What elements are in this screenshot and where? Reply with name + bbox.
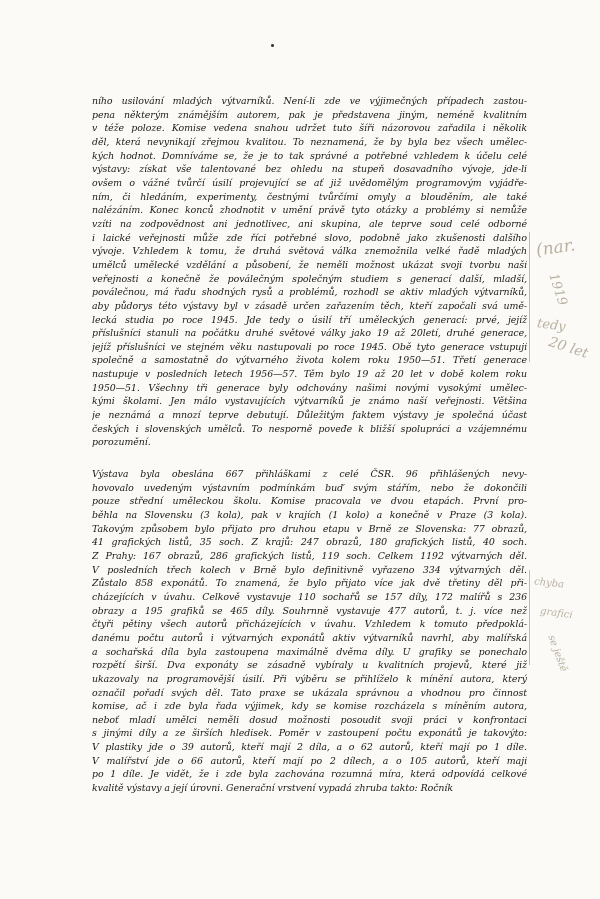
text-line: Z Prahy: 167 obrazů, 286 grafických listů, 119 soch. Celkem 1192 výtvarných děl. <box>92 550 527 562</box>
text-line: pena některým známějším autorem, pak je představena jiným, neméně kvalitním <box>92 109 527 121</box>
text-line: děl, která nevynikají zřejmou kvalitou. To neznamená, že by byla bez všech umělec- <box>92 136 527 148</box>
text-line: i laické veřejnosti může zde říci potřebné slovo, podobně jako zkušenosti dalšího <box>92 232 527 244</box>
text-line: nastupuje v posledních letech 1956—57. Těm bylo 19 až 20 let v době kolem roku <box>92 369 527 381</box>
text-line: 1950—51. Všechny tři generace byly odchovány našimi novými vysokými umělec- <box>92 382 527 394</box>
text-line: s jinými díly a ze širších hledisek. Poměr v zastoupení počtu exponátů je takovýto: <box>92 728 527 740</box>
text-line: Výstava byla obeslána 667 přihláškami z celé ČSR. 96 přihlášených nevy- <box>92 469 527 480</box>
margin-note: 20 let <box>546 334 591 362</box>
text-line: ovšem o vážné tvůrčí úsilí projevující se ať již uvědomělým programovým vyjádře- <box>92 177 527 189</box>
margin-bracket <box>529 232 530 362</box>
margin-note: chyba <box>533 576 565 591</box>
text-line: neboť mladí umělci neměli dosud možnosti posoudit svoji práci v konfrontaci <box>92 714 527 726</box>
text-line: kých hodnot. Domníváme se, že je to tak správné a potřebné vzhledem k účelu celé <box>92 150 527 162</box>
text-line: V posledních třech kolech v Brně bylo definitivně vyřazeno 334 výtvarných děl. <box>92 564 527 576</box>
text-line: veřejnosti a konečně že poválečným společným studiem s generací další, mladší, <box>92 273 527 285</box>
text-line: a sochařská díla byla zastoupena maximálně dvěma díly. U grafiky se ponechalo <box>92 646 527 658</box>
text-line: Takovým způsobem bylo přijato pro druhou etapu v Brně ze Slovenska: 77 obrazů, <box>92 523 527 535</box>
text-line: ního usilování mladých výtvarníků. Není-li zde ve výjimečných případech zastou- <box>92 96 527 107</box>
text-line: vývoje. Vzhledem k tomu, že druhá světová válka znemožnila velké řadě mladých <box>92 246 527 258</box>
text-line: pouze střední uměleckou školu. Komise pracovala ve dvou etapách. První pro- <box>92 496 527 508</box>
text-line: kvalitě výstavy a její úrovni. Generační vrstvení vypadá zhruba takto: Ročník <box>92 783 453 795</box>
paragraph-2 <box>92 468 527 796</box>
text-line: V malířství jde o 66 autorů, kteří mají po 2 dílech, a o 105 autorů, kteří mají <box>92 755 527 767</box>
text-line: porozumění. <box>92 437 151 449</box>
text-line: vzíti na zodpovědnost ani jednotlivec, ani skupina, ale teprve soud celé odborné <box>92 218 527 230</box>
text-line: českých i slovenských umělců. To nesporně poveđe k bližší spolupráci a vzájemnému <box>92 423 527 435</box>
text-line: ukazovaly na programovější úsilí. Při výběru se přihlíželo k mínění autora, který <box>92 673 527 685</box>
text-line: označil pořadí svých děl. Tato praxe se ukázala správnou a vhodnou pro činnost <box>92 687 527 699</box>
text-line: Zůstalo 858 exponátů. To znamená, že bylo přijato více jak dvě třetiny děl při- <box>92 578 527 590</box>
margin-note: tedy <box>536 316 567 335</box>
text-line: 41 grafických listů, 35 soch. Z krajů: 247 obrazů, 180 grafických listů, 40 soch. <box>92 537 527 549</box>
text-line: poválečnou, má řadu shodných rysů a problémů, rozhodl se aktiv mladých výtvarníků, <box>92 287 527 299</box>
paragraph-1 <box>92 95 527 450</box>
text-line: výstavy: získat vše talentované bez ohledu na stupeň dosavadního vývoje, jde-li <box>92 164 527 176</box>
text-line: lecká studia po roce 1945. Jde tedy o úsilí tří uměleckých generací: prvé, jejíž <box>92 314 527 326</box>
margin-note: (nar. <box>534 235 577 261</box>
margin-note: 1919 <box>545 271 570 308</box>
text-line: obrazy a 195 grafiků se 465 díly. Souhrnně vystavuje 477 autorů, t. j. více než <box>92 605 527 617</box>
margin-bracket <box>529 570 530 665</box>
text-line: příslušníci stanuli na počátku druhé světové války jako 19 až 20letí, druhé generace, <box>92 328 527 340</box>
text-line: danému počtu autorů i výtvarných exponátů aktiv výtvarníků navrhl, aby malířská <box>92 632 527 644</box>
text-line: umělců umělecké vzdělání a působení, že neměli možnost ukázat svoji tvorbu naší <box>92 259 527 271</box>
text-line: hovovalo uvedeným výstavním podmínkám buď svým stářím, nebo že dokončili <box>92 482 527 494</box>
text-line: ním, či hledáním, experimenty, čestnými tvůrčími omyly a blouděním, ale také <box>92 191 527 203</box>
page-dot <box>271 44 274 47</box>
text-line: komise, ač i zde byla řada výjimek, kdy se komise rozcházela s míněním autora, <box>92 701 527 713</box>
text-line: po 1 díle. Je vidět, že i zde byla zachována rozumná míra, která odpovídá celkové <box>92 769 527 781</box>
text-line: běhla na Slovensku (3 kola), pak v krajích (1 kolo) a konečně v Praze (3 kola). <box>92 509 527 521</box>
text-line: nalézáním. Konec konců zhodnotit v umění právě tyto otázky a problémy si nemůže <box>92 205 527 217</box>
text-line: rozpětí širší. Dva exponáty se zásadně vybíraly u kvalitních projevů, které již <box>92 660 527 672</box>
margin-note: grafici <box>539 605 574 622</box>
text-line: společně a samostatně do výtvarného života kolem roku 1950—51. Třetí generace <box>92 355 527 367</box>
text-line: V plastiky jde o 39 autorů, kteří mají 2 díla, a o 62 autorů, kteří mají po 1 díle. <box>92 742 527 754</box>
text-line: jejíž příslušníci ve stejném věku nastupovali po roce 1945. Obě tyto generace vstupují <box>92 341 527 353</box>
text-line: je neznámá a mnozí teprve debutují. Důležitým faktem výstavy je společná účast <box>92 410 527 422</box>
text-line: v téže poloze. Komise vedena snahou udržet tuto šíři názorovou zařadila i několik <box>92 123 527 135</box>
margin-note: se ještě <box>545 633 569 674</box>
text-line: cházejících v úvahu. Celkově vystavuje 110 sochařů se 157 díly, 172 malířů s 236 <box>92 591 527 603</box>
text-line: čtyři pětiny všech autorů přicházejících v úvahu. Vzhledem k tomuto předpoklá- <box>92 619 527 631</box>
text-line: kými školami. Jen málo vystavujících výtvarníků je známo naší veřejnosti. Většina <box>92 396 527 408</box>
text-line: aby půdorys této výstavy byl v zásadě určen zařazením těch, kteří započali svá umě- <box>92 300 527 312</box>
